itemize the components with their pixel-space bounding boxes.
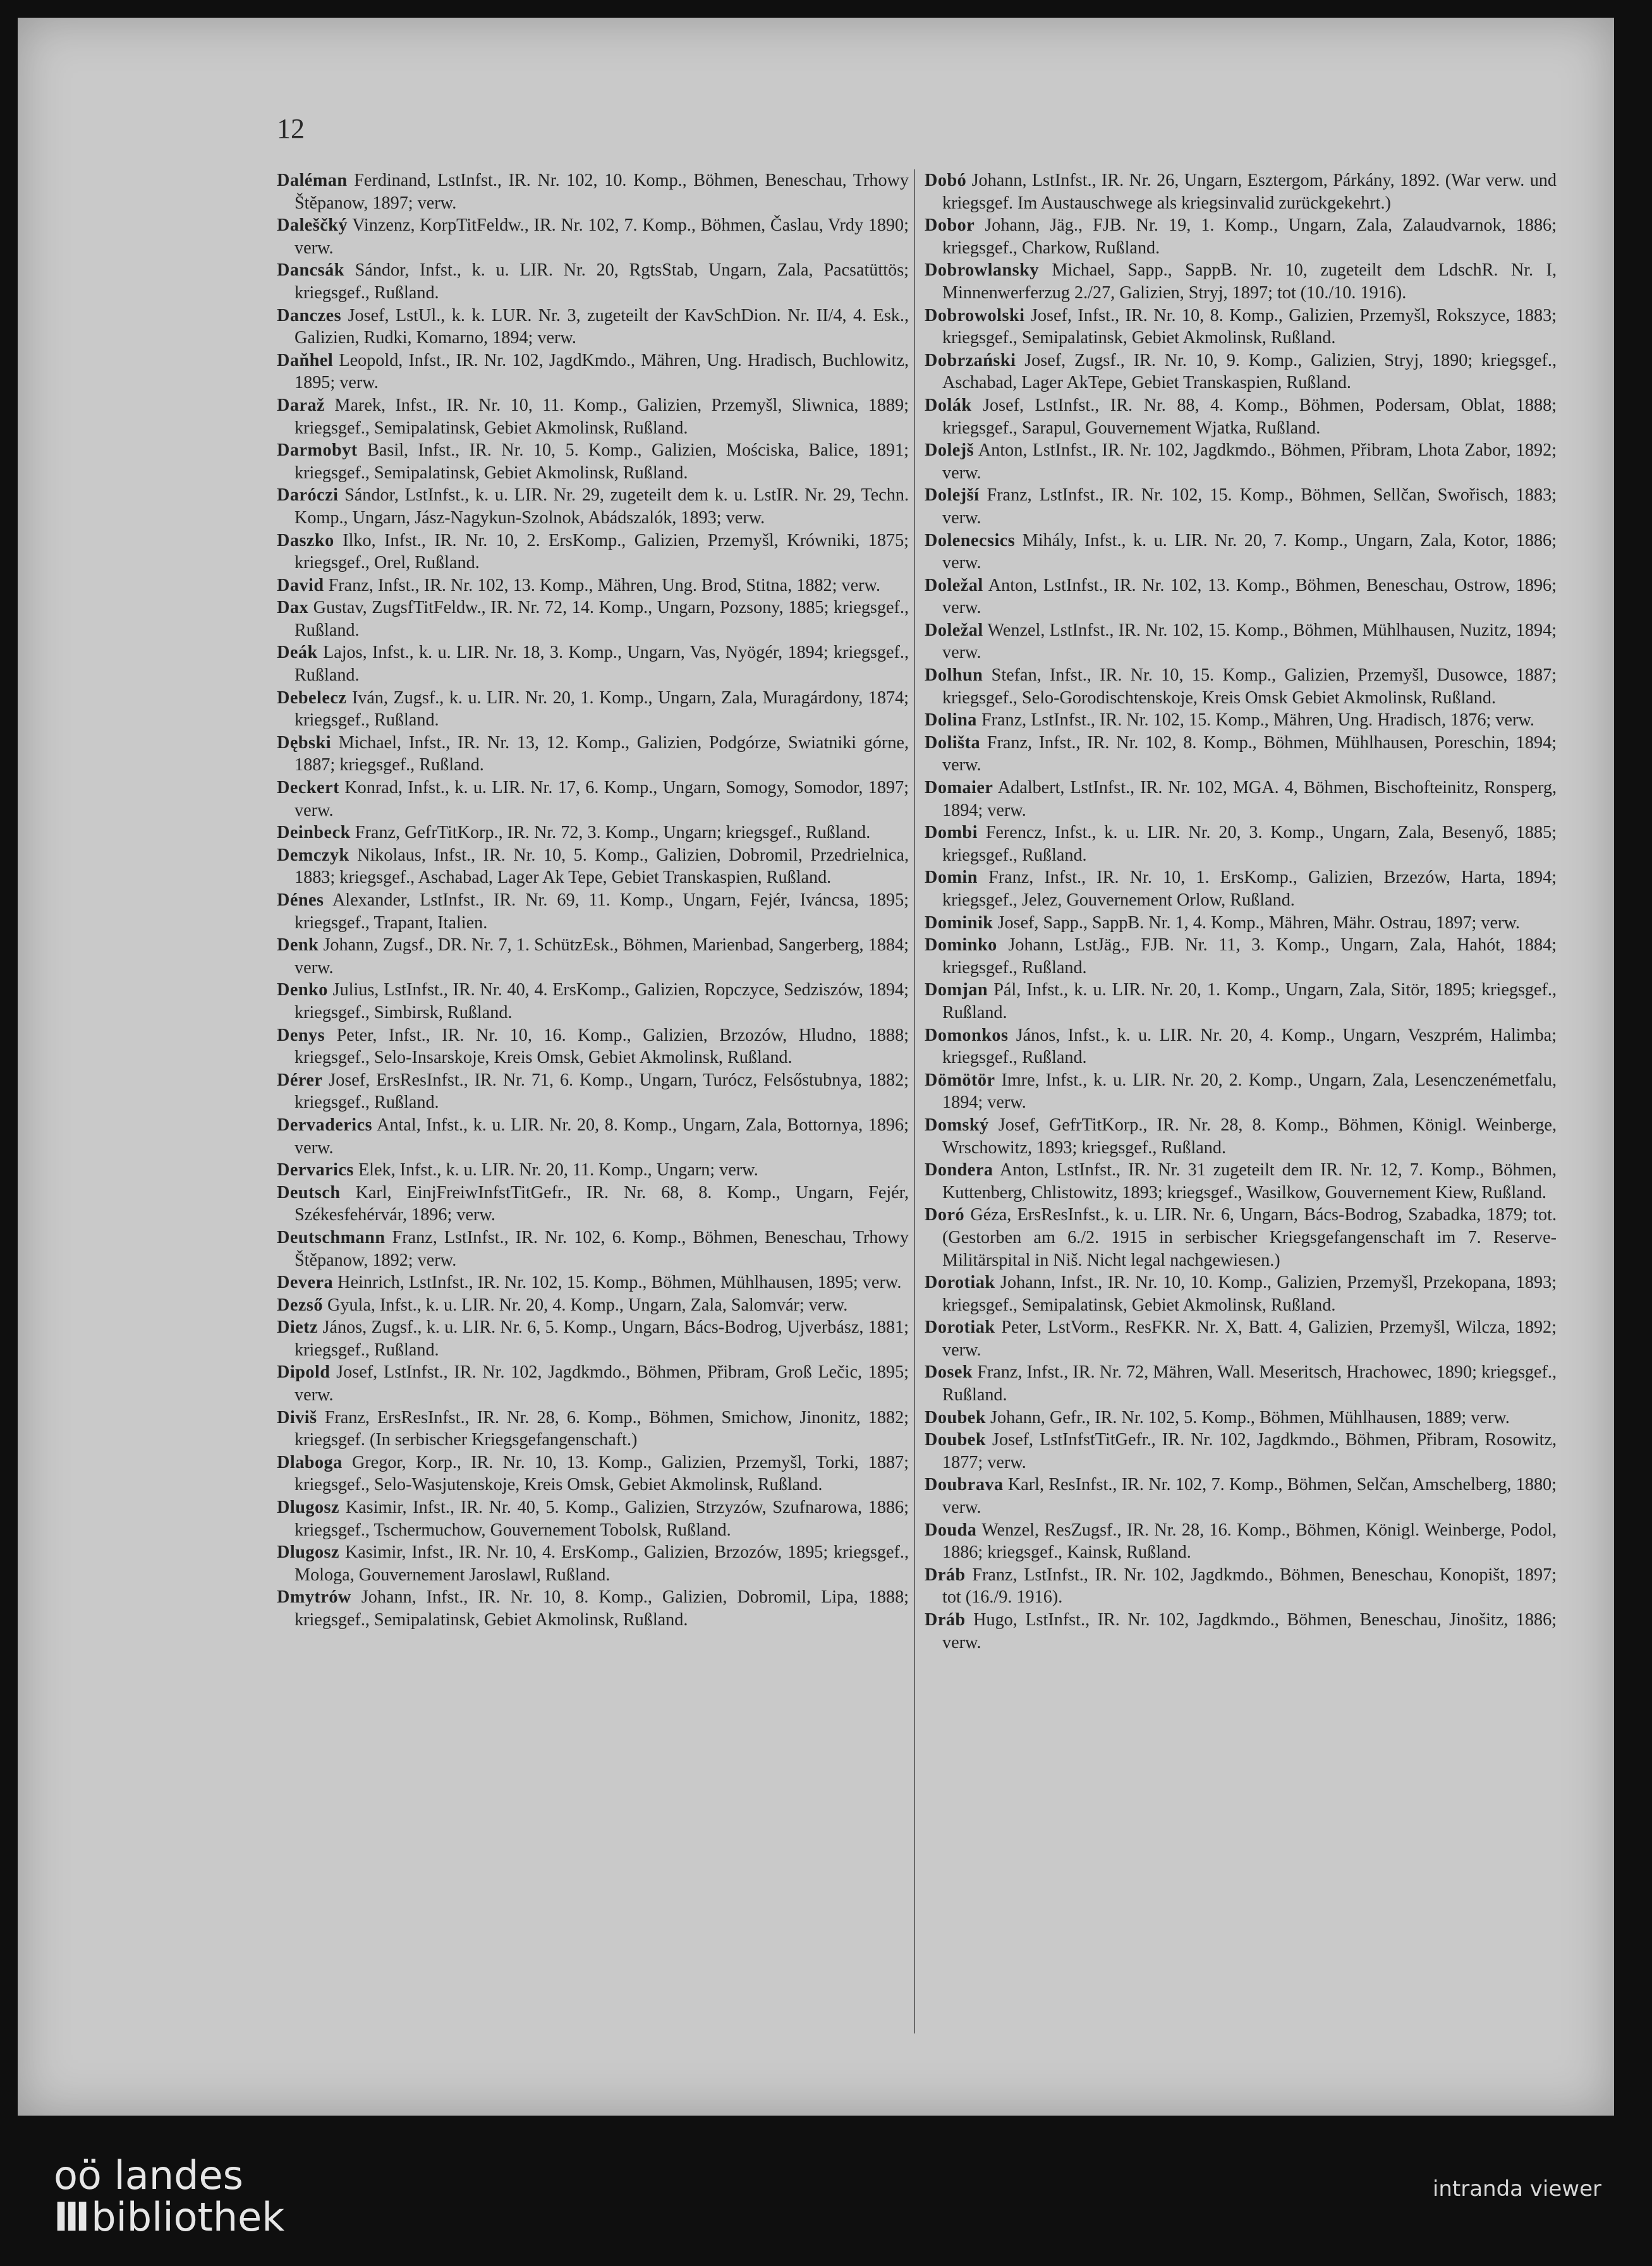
entry-details: Peter, Infst., IR. Nr. 10, 16. Komp., Galizien, Brzozów, Hludno, 1888; kriegsgef., Selo-Insarskoje, Kreis Omsk, Gebiet Akmolinsk, Rußland. [295, 1025, 909, 1068]
entry-details: Gyula, Infst., k. u. LIR. Nr. 20, 4. Komp., Ungarn, Zala, Salomvár; verw. [322, 1295, 848, 1315]
register-entry [277, 732, 909, 777]
entry-surname: Doležal [925, 575, 983, 595]
entry-surname: Dolák [925, 395, 972, 415]
entry-surname: Doubek [925, 1407, 986, 1427]
library-logo [54, 2152, 285, 2240]
entry-surname: Domonkos [925, 1025, 1009, 1045]
register-entry [925, 1361, 1557, 1406]
entry-details: Johann, Zugsf., DR. Nr. 7, 1. SchützEsk., Böhmen, Marienbad, Sangerberg, 1884; verw. [295, 935, 909, 978]
entry-surname: Dlugosz [277, 1498, 340, 1518]
register-entry [277, 1294, 909, 1317]
register-entry [925, 1024, 1557, 1069]
entry-details: Johann, Infst., IR. Nr. 10, 8. Komp., Galizien, Dobromil, Lipa, 1888; kriegsgef., Semipalatinsk, Gebiet Akmolinsk, Rußland. [295, 1587, 909, 1630]
entry-surname: Deák [277, 643, 318, 663]
register-entry [925, 979, 1557, 1024]
entry-surname: Dolejší [925, 485, 980, 506]
entry-surname: Domaier [925, 778, 993, 798]
register-entry [925, 1564, 1557, 1609]
entry-surname: Domin [925, 868, 978, 888]
logo-line-1: oö landes [54, 2152, 243, 2198]
entry-surname: Diviš [277, 1407, 317, 1427]
register-entry [277, 1024, 909, 1069]
entry-surname: Dráb [925, 1610, 966, 1630]
viewer-label: intranda viewer [1432, 2176, 1601, 2202]
entry-details: Imre, Infst., k. u. LIR. Nr. 20, 2. Komp., Ungarn, Zala, Lesenczenémetfalu, 1894; verw. [942, 1070, 1557, 1113]
left-column [277, 169, 909, 1632]
register-entry [925, 709, 1557, 732]
entry-surname: Dervaderics [277, 1115, 373, 1135]
entry-surname: Denk [277, 935, 319, 955]
entry-details: Hugo, LstInfst., IR. Nr. 102, Jagdkmdo., Böhmen, Beneschau, Jinošitz, 1886; verw. [942, 1610, 1557, 1652]
entry-details: Josef, Infst., IR. Nr. 10, 8. Komp., Galizien, Przemyšl, Rokszyce, 1883; kriegsgef., Semipalatinsk, Gebiet Akmolinsk, Rußland. [942, 305, 1557, 348]
entry-details: Franz, Infst., IR. Nr. 102, 13. Komp., Mähren, Ung. Brod, Stitna, 1882; verw. [324, 575, 881, 595]
entry-surname: Dervarics [277, 1160, 354, 1180]
entry-surname: Doubek [925, 1430, 986, 1450]
entry-details: Michael, Infst., IR. Nr. 13, 12. Komp., Galizien, Podgórze, Swiatniki górne, 1887; kriegsgef., Rußland. [295, 732, 909, 775]
entry-surname: Dmytrów [277, 1587, 351, 1608]
entry-surname: Dipold [277, 1362, 331, 1383]
entry-surname: Daleščký [277, 215, 348, 236]
entry-surname: Doležal [925, 620, 983, 640]
register-entry [277, 777, 909, 821]
document-page [18, 18, 1614, 2116]
entry-surname: Dobrzański [925, 350, 1016, 370]
entry-details: Stefan, Infst., IR. Nr. 10, 15. Komp., Galizien, Przemyšl, Dusowce, 1887; kriegsgef., Selo-Gorodischtenskoje, Kreis Omsk Gebiet Akmolinsk, Rußland. [942, 665, 1557, 708]
entry-details: Adalbert, LstInfst., IR. Nr. 102, MGA. 4, Böhmen, Bischofteinitz, Ronsperg, 1894; verw. [942, 778, 1557, 820]
entry-surname: David [277, 575, 324, 595]
entry-surname: Dolhun [925, 665, 983, 686]
entry-details: Elek, Infst., k. u. LIR. Nr. 20, 11. Komp., Ungarn; verw. [353, 1160, 758, 1180]
entry-details: Josef, Sapp., SappB. Nr. 1, 4. Komp., Mähren, Mähr. Ostrau, 1897; verw. [993, 912, 1520, 933]
entry-details: János, Infst., k. u. LIR. Nr. 20, 4. Komp., Ungarn, Veszprém, Halimba; kriegsgef., Rußland. [942, 1025, 1557, 1068]
register-entry [277, 439, 909, 484]
entry-details: Franz, Infst., IR. Nr. 72, Mähren, Wall. Meseritsch, Hrachowec, 1890; kriegsgef., Rußland. [942, 1362, 1557, 1405]
entry-surname: Daszko [277, 530, 334, 550]
register-entry [925, 1271, 1557, 1316]
register-entry [277, 1407, 909, 1451]
register-entry [277, 889, 909, 934]
register-entry [925, 1114, 1557, 1159]
entry-details: Josef, LstInfst., IR. Nr. 102, Jagdkmdo., Böhmen, Přibram, Groß Lečic, 1895; verw. [295, 1362, 909, 1405]
entry-surname: Domjan [925, 980, 988, 1000]
entry-surname: Dombi [925, 823, 978, 843]
entry-surname: Dax [277, 598, 309, 618]
entry-details: Anton, LstInfst., IR. Nr. 102, Jagdkmdo., Böhmen, Přibram, Lhota Zabor, 1892; verw. [942, 440, 1557, 483]
entry-surname: Domský [925, 1115, 989, 1135]
entry-surname: Daróczi [277, 485, 339, 506]
entry-details: Franz, ErsResInfst., IR. Nr. 28, 6. Komp., Böhmen, Smichow, Jinonitz, 1882; kriegsgef. (In serbischer Kriegsgefangenschaft.) [295, 1407, 909, 1450]
entry-surname: Doubrava [925, 1475, 1004, 1495]
register-entry [925, 1474, 1557, 1518]
entry-surname: Dondera [925, 1160, 993, 1180]
entry-details: Peter, LstVorm., ResFKR. Nr. X, Batt. 4, Galizien, Przemyšl, Wilcza, 1892; verw. [942, 1318, 1557, 1360]
register-entry [925, 394, 1557, 439]
entry-details: Johann, Jäg., FJB. Nr. 19, 1. Komp., Ungarn, Zala, Zalaudvarnok, 1886; kriegsgef., Charkow, Rußland. [942, 215, 1557, 258]
entry-surname: Dobrowlansky [925, 260, 1039, 281]
entry-details: Basil, Infst., IR. Nr. 10, 5. Komp., Galizien, Mościska, Balice, 1891; kriegsgef., Semipalatinsk, Gebiet Akmolinsk, Rußland. [295, 440, 909, 483]
entry-surname: Dlaboga [277, 1452, 343, 1472]
entry-details: Franz, LstInfst., IR. Nr. 102, 6. Komp., Böhmen, Beneschau, Trhowy Štěpanow, 1892; verw. [295, 1227, 909, 1270]
register-entry [277, 1316, 909, 1361]
register-entry [277, 844, 909, 889]
entry-surname: Daraž [277, 395, 325, 415]
entry-details: Johann, LstJäg., FJB. Nr. 11, 3. Komp., Ungarn, Zala, Hahót, 1884; kriegsgef., Rußland. [942, 935, 1557, 978]
register-entry [277, 641, 909, 686]
entry-surname: Dolejš [925, 440, 975, 461]
register-entry [277, 214, 909, 259]
entry-details: Michael, Sapp., SappB. Nr. 10, zugeteilt dem LdschR. Nr. I, Minnenwerferzug 2./27, Galizien, Stryj, 1897; tot (10./10. 1916). [942, 260, 1557, 303]
register-entry [277, 530, 909, 574]
register-entry [277, 305, 909, 349]
register-entry [277, 574, 909, 597]
register-entry [277, 821, 909, 844]
entry-surname: Dénes [277, 890, 324, 910]
entry-details: Nikolaus, Infst., IR. Nr. 10, 5. Komp., Galizien, Dobromil, Przedrielnica, 1883; kriegsgef., Aschabad, Lager Ak Tepe, Gebiet Transkaspien, Rußland. [295, 845, 909, 888]
entry-surname: Devera [277, 1273, 334, 1293]
entry-surname: Dömötör [925, 1070, 995, 1090]
entry-details: Géza, ErsResInfst., k. u. LIR. Nr. 6, Ungarn, Bács-Bodrog, Szabadka, 1879; tot. (Gestorben am 6./2. 1915 in serbischer Kriegsgefangenschaft im 7. Reserve-Militärspital in Niš. Nicht legal nachgewiesen.) [942, 1205, 1557, 1270]
register-entry [925, 821, 1557, 866]
entry-surname: Dominik [925, 912, 993, 933]
entry-details: Josef, ErsResInfst., IR. Nr. 71, 6. Komp., Ungarn, Turócz, Felsőstubnya, 1882; kriegsgef., Rußland. [295, 1070, 909, 1113]
register-entry [925, 214, 1557, 259]
entry-details: Josef, Zugsf., IR. Nr. 10, 9. Komp., Galizien, Stryj, 1890; kriegsgef., Aschabad, Lager AkTepe, Gebiet Transkaspien, Rußland. [942, 350, 1557, 393]
entry-details: Gustav, ZugsfTitFeldw., IR. Nr. 72, 14. Komp., Ungarn, Pozsony, 1885; kriegsgef., Rußland. [295, 598, 909, 640]
register-entry [925, 664, 1557, 709]
entry-surname: Daléman [277, 171, 348, 190]
register-entry [925, 934, 1557, 979]
entry-details: Wenzel, ResZugsf., IR. Nr. 28, 16. Komp., Böhmen, Königl. Weinberge, Podol, 1886; kriegsgef., Kainsk, Rußland. [942, 1520, 1557, 1563]
viewer-footer [0, 2116, 1652, 2266]
entry-details: Alexander, LstInfst., IR. Nr. 69, 11. Komp., Ungarn, Fejér, Iváncsa, 1895; kriegsgef., Trapant, Italien. [295, 890, 909, 933]
register-entry [277, 1496, 909, 1541]
register-entry [277, 1227, 909, 1271]
entry-details: Ilko, Infst., IR. Nr. 10, 2. ErsKomp., Galizien, Przemyšl, Krówniki, 1875; kriegsgef., Orel, Rußland. [295, 530, 909, 573]
entry-surname: Dębski [277, 732, 332, 753]
entry-surname: Deinbeck [277, 823, 351, 843]
entry-details: Pál, Infst., k. u. LIR. Nr. 20, 1. Komp., Ungarn, Zala, Sitör, 1895; kriegsgef., Rußland. [942, 980, 1557, 1022]
register-entry [277, 1541, 909, 1586]
entry-surname: Dobó [925, 171, 967, 190]
entry-surname: Doró [925, 1205, 965, 1225]
register-entry [277, 349, 909, 394]
register-entry [277, 597, 909, 641]
entry-details: Karl, EinjFreiwInfstTitGefr., IR. Nr. 68, 8. Komp., Ungarn, Fejér, Székesfehérvár, 1896; verw. [295, 1182, 909, 1225]
entry-surname: Douda [925, 1520, 977, 1540]
entry-surname: Deckert [277, 778, 339, 798]
register-entry [277, 1586, 909, 1631]
register-entry [925, 1407, 1557, 1429]
entry-surname: Dérer [277, 1070, 323, 1090]
page-number: 12 [277, 113, 305, 144]
entry-surname: Dezső [277, 1295, 323, 1315]
register-entry [277, 1159, 909, 1182]
entry-details: Sándor, Infst., k. u. LIR. Nr. 20, RgtsStab, Ungarn, Zala, Pacsatüttös; kriegsgef., Rußland. [295, 260, 909, 303]
entry-details: Heinrich, LstInfst., IR. Nr. 102, 15. Komp., Böhmen, Mühlhausen, 1895; verw. [333, 1273, 902, 1293]
entry-surname: Denys [277, 1025, 325, 1045]
register-entry [277, 979, 909, 1024]
entry-details: Kasimir, Infst., IR. Nr. 10, 4. ErsKomp., Galizien, Brzozów, 1895; kriegsgef., Mologa, Gouvernement Jaroslawl, Rußland. [295, 1542, 909, 1585]
entry-surname: Dorotiak [925, 1318, 995, 1338]
entry-surname: Denko [277, 980, 328, 1000]
entry-surname: Dancsák [277, 260, 344, 281]
entry-details: Josef, LstInfstTitGefr., IR. Nr. 102, Jagdkmdo., Böhmen, Přibram, Rosowitz, 1877; verw. [942, 1430, 1557, 1472]
entry-details: Josef, LstInfst., IR. Nr. 88, 4. Komp., Böhmen, Podersam, Oblat, 1888; kriegsgef., Sarapul, Gouvernement Wjatka, Rußland. [942, 395, 1557, 438]
entry-surname: Dráb [925, 1565, 966, 1585]
right-column [925, 169, 1557, 1654]
register-entry [277, 687, 909, 732]
register-entry [277, 1069, 909, 1114]
logo-line-2 [54, 2196, 284, 2238]
entry-surname: Dosek [925, 1362, 973, 1383]
logo-bars: III [54, 2194, 87, 2240]
column-divider [914, 169, 915, 2033]
entry-surname: Darmobyt [277, 440, 358, 461]
register-entry [925, 349, 1557, 394]
entry-details: Franz, Infst., IR. Nr. 102, 8. Komp., Böhmen, Mühlhausen, Poreschin, 1894; verw. [942, 732, 1557, 775]
entry-details: Julius, LstInfst., IR. Nr. 40, 4. ErsKomp., Galizien, Ropczyce, Sedziszów, 1894; kriegsgef., Simbirsk, Rußland. [295, 980, 909, 1022]
register-entry [925, 1069, 1557, 1114]
entry-surname: Dobrowolski [925, 305, 1025, 325]
entry-surname: Dolina [925, 710, 977, 730]
register-entry [277, 259, 909, 304]
register-entry [925, 305, 1557, 349]
entry-details: Marek, Infst., IR. Nr. 10, 11. Komp., Galizien, Przemyšl, Sliwnica, 1889; kriegsgef., Semipalatinsk, Gebiet Akmolinsk, Rußland. [295, 395, 909, 438]
entry-details: Sándor, LstInfst., k. u. LIR. Nr. 29, zugeteilt dem k. u. LstIR. Nr. 29, Techn. Komp., Ungarn, Jász-Nagykun-Szolnok, Abádszalók, 1893; verw. [295, 485, 909, 528]
entry-details: Franz, LstInfst., IR. Nr. 102, 15. Komp., Mähren, Ung. Hradisch, 1876; verw. [976, 710, 1534, 730]
register-entry [925, 619, 1557, 664]
register-entry [277, 484, 909, 529]
entry-details: Konrad, Infst., k. u. LIR. Nr. 17, 6. Komp., Ungarn, Somogy, Somodor, 1897; verw. [295, 778, 909, 820]
entry-details: Josef, LstUl., k. k. LUR. Nr. 3, zugeteilt der KavSchDion. Nr. II/4, 4. Esk., Galizien, Rudki, Komarno, 1894; verw. [295, 305, 909, 348]
register-entry [925, 1159, 1557, 1204]
register-entry [925, 732, 1557, 777]
logo-line-2-text: bibliothek [91, 2194, 285, 2240]
entry-surname: Dobor [925, 215, 975, 236]
register-entry [925, 259, 1557, 304]
register-entry [925, 574, 1557, 619]
register-entry [925, 439, 1557, 484]
entry-details: Kasimir, Infst., IR. Nr. 40, 5. Komp., Galizien, Strzyzów, Szufnarowa, 1886; kriegsgef., Tschermuchow, Gouvernement Tobolsk, Rußland. [295, 1498, 909, 1540]
register-entry [277, 1361, 909, 1406]
entry-details: Anton, LstInfst., IR. Nr. 102, 13. Komp., Böhmen, Beneschau, Ostrow, 1896; verw. [942, 575, 1557, 618]
entry-surname: Dorotiak [925, 1273, 995, 1293]
entry-surname: Deutsch [277, 1182, 341, 1203]
register-entry [277, 934, 909, 979]
entry-surname: Daňhel [277, 350, 334, 370]
entry-details: Iván, Zugsf., k. u. LIR. Nr. 20, 1. Komp., Ungarn, Zala, Muragárdony, 1874; kriegsgef., Rußland. [295, 688, 909, 730]
entry-details: Ferencz, Infst., k. u. LIR. Nr. 20, 3. Komp., Ungarn, Zala, Besenyő, 1885; kriegsgef., Rußland. [942, 823, 1557, 865]
entry-details: Johann, LstInfst., IR. Nr. 26, Ungarn, Esztergom, Párkány, 1892. (War verw. und kriegsgef. Im Austauschwege als kriegsinvalid zurückgekehrt.) [942, 171, 1557, 213]
register-entry [925, 777, 1557, 821]
entry-details: Franz, GefrTitKorp., IR. Nr. 72, 3. Komp., Ungarn; kriegsgef., Rußland. [350, 823, 871, 843]
register-entry [277, 1271, 909, 1294]
entry-surname: Dlugosz [277, 1542, 340, 1563]
register-entry [277, 169, 909, 214]
entry-details: Antal, Infst., k. u. LIR. Nr. 20, 8. Komp., Ungarn, Zala, Bottornya, 1896; verw. [295, 1115, 909, 1158]
entry-details: Johann, Gefr., IR. Nr. 102, 5. Komp., Böhmen, Mühlhausen, 1889; verw. [986, 1407, 1510, 1427]
entry-details: Anton, LstInfst., IR. Nr. 31 zugeteilt dem IR. Nr. 12, 7. Komp., Böhmen, Kuttenberg, Chlistowitz, 1893; kriegsgef., Wasilkow, Gouvernement Kiew, Rußland. [942, 1160, 1557, 1203]
register-entry [925, 866, 1557, 911]
register-entry [277, 1451, 909, 1496]
register-entry [925, 1519, 1557, 1564]
entry-surname: Dolenecsics [925, 530, 1016, 550]
register-entry [925, 484, 1557, 529]
register-entry [925, 1609, 1557, 1654]
register-entry [925, 530, 1557, 574]
entry-details: Wenzel, LstInfst., IR. Nr. 102, 15. Komp., Böhmen, Mühlhausen, Nuzitz, 1894; verw. [942, 620, 1557, 663]
entry-details: Lajos, Infst., k. u. LIR. Nr. 18, 3. Komp., Ungarn, Vas, Nyögér, 1894; kriegsgef., Rußland. [295, 643, 909, 686]
entry-details: Ferdinand, LstInfst., IR. Nr. 102, 10. Komp., Böhmen, Beneschau, Trhowy Štěpanow, 1897; verw. [295, 171, 909, 213]
entry-surname: Demczyk [277, 845, 349, 865]
entry-surname: Dietz [277, 1318, 319, 1338]
entry-details: Johann, Infst., IR. Nr. 10, 10. Komp., Galizien, Przemyšl, Przekopana, 1893; kriegsgef., Semipalatinsk, Gebiet Akmolinsk, Rußland. [942, 1273, 1557, 1315]
entry-details: Franz, LstInfst., IR. Nr. 102, 15. Komp., Böhmen, Sellčan, Swořisch, 1883; verw. [942, 485, 1557, 528]
entry-surname: Dominko [925, 935, 997, 955]
entry-surname: Deutschmann [277, 1227, 386, 1247]
register-entry [925, 1316, 1557, 1361]
entry-details: Vinzenz, KorpTitFeldw., IR. Nr. 102, 7. Komp., Böhmen, Časlau, Vrdy 1890; verw. [295, 215, 909, 258]
entry-details: Leopold, Infst., IR. Nr. 102, JagdKmdo., Mähren, Ung. Hradisch, Buchlowitz, 1895; verw. [295, 350, 909, 393]
register-entry [277, 1114, 909, 1159]
entry-details: János, Zugsf., k. u. LIR. Nr. 6, 5. Komp., Ungarn, Bács-Bodrog, Ujverbász, 1881; kriegsgef., Rußland. [295, 1318, 909, 1360]
entry-surname: Dolišta [925, 732, 981, 753]
register-entry [925, 169, 1557, 214]
entry-details: Josef, GefrTitKorp., IR. Nr. 28, 8. Komp., Böhmen, Königl. Weinberge, Wrschowitz, 1893; kriegsgef., Rußland. [942, 1115, 1557, 1158]
register-entry [925, 912, 1557, 935]
entry-details: Franz, Infst., IR. Nr. 10, 1. ErsKomp., Galizien, Brzezów, Harta, 1894; kriegsgef., Jelez, Gouvernement Orlow, Rußland. [942, 868, 1557, 910]
entry-details: Gregor, Korp., IR. Nr. 10, 13. Komp., Galizien, Przemyšl, Torki, 1887; kriegsgef., Selo-Wasjutenskoje, Kreis Omsk, Gebiet Akmolinsk, Rußland. [295, 1452, 909, 1495]
entry-details: Karl, ResInfst., IR. Nr. 102, 7. Komp., Böhmen, Selčan, Amschelberg, 1880; verw. [942, 1475, 1557, 1518]
register-entry [277, 1182, 909, 1227]
register-entry [925, 1204, 1557, 1271]
entry-details: Franz, LstInfst., IR. Nr. 102, Jagdkmdo., Böhmen, Beneschau, Konopišt, 1897; tot (16./9. 1916). [942, 1565, 1557, 1608]
entry-details: Mihály, Infst., k. u. LIR. Nr. 20, 7. Komp., Ungarn, Zala, Kotor, 1886; verw. [942, 530, 1557, 573]
register-entry [277, 394, 909, 439]
register-entry [925, 1429, 1557, 1474]
entry-surname: Debelecz [277, 688, 347, 708]
entry-surname: Danczes [277, 305, 342, 325]
